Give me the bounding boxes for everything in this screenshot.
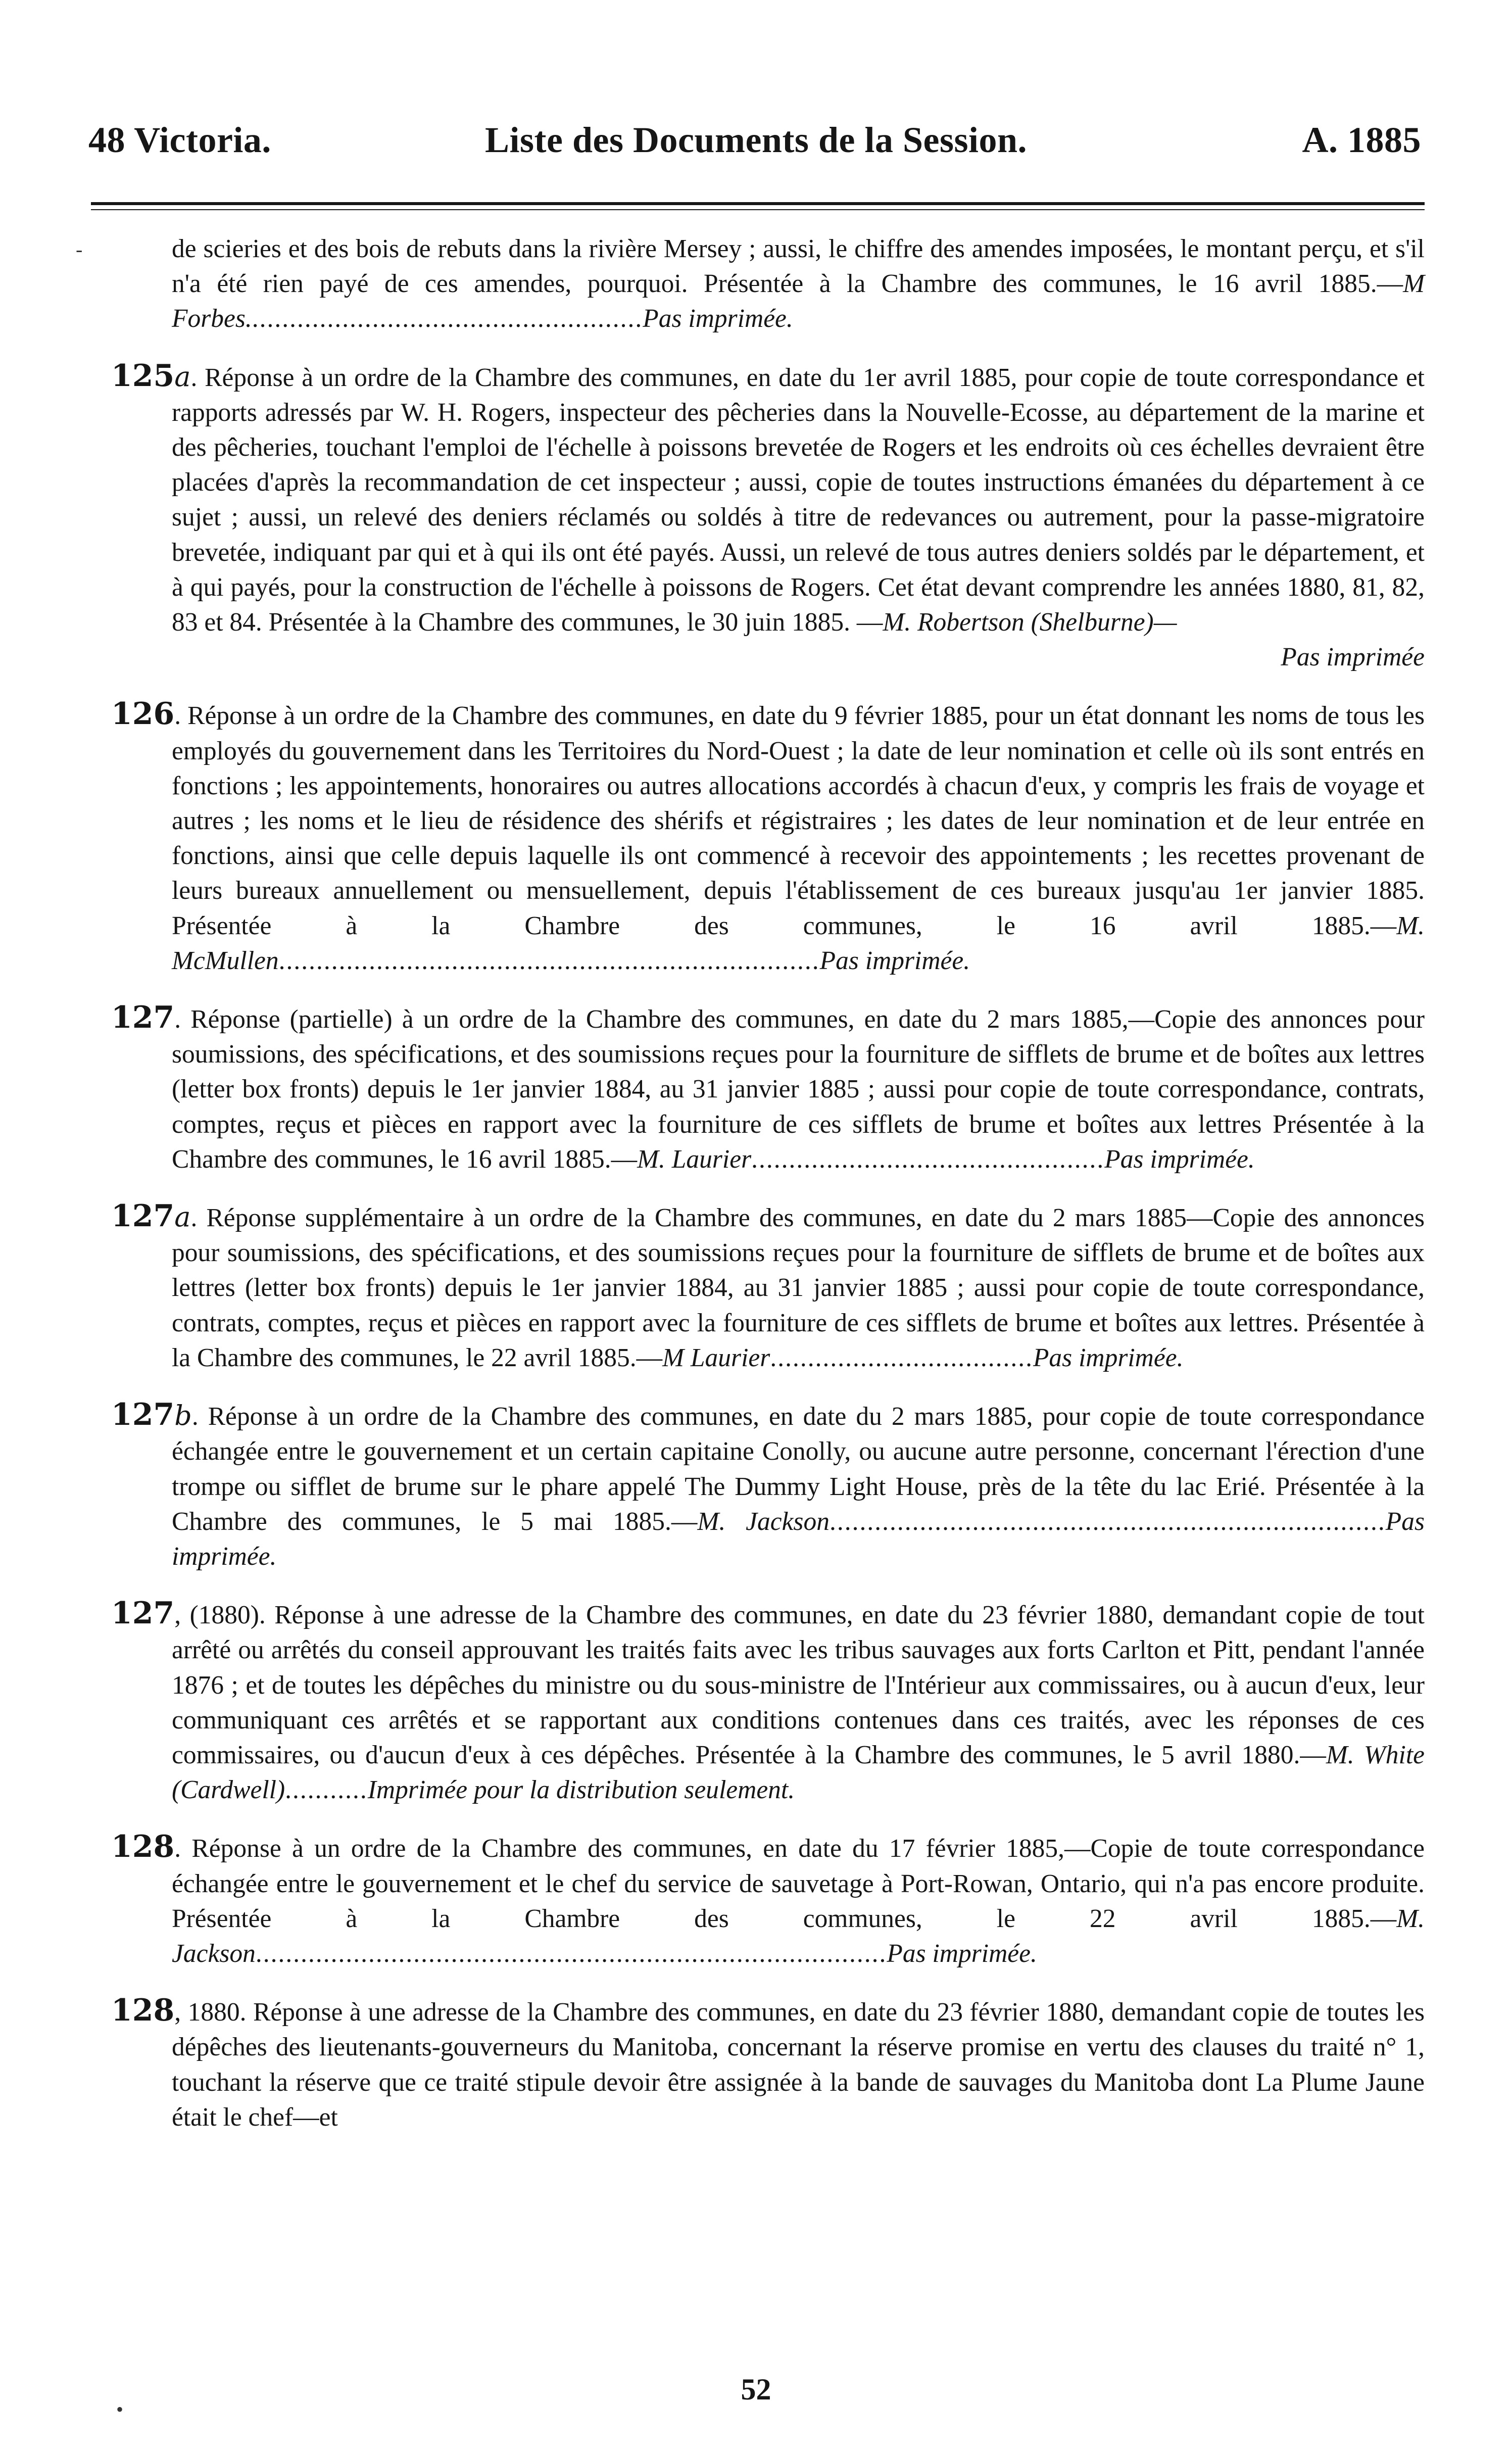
entry-125a: 125a. Réponse à un ordre de la Chambre des communes, en date du 1er avril 1885, pour copie de toute correspondance et rapports adressés par W. H. Rogers, inspecteur des pêcheries dans la Nouvelle-Ecosse, au département de la marine et des pêcheries, touchant l'emploi de l'échelle à poissons brevetée de Rogers et les endroits où ces échelles devraient être placées d'après la recommandation de cet inspecteur ; aussi, copie de toutes instructions émanées du département à ce sujet ; aussi, un relevé des deniers réclamés ou soldés à titre de redevances ou autrement, pour la passe-migratoire brevetée, indiquant par qui et à qui ils ont été payés. Aussi, un relevé de tous autres deniers soldés par le département, et à qui payés, pour la construction de l'échelle à poissons de Rogers. Cet état devant comprendre les années 1880, 81, 82, 83 et 84. Présentée à la Chambre des communes, le 30 juin 1885. —M. Robertson (Shelburne)— Pas imprimée: [111, 359, 1425, 675]
entry-number: 126: [111, 696, 175, 732]
entry-text: Réponse à une adresse de la Chambre des communes, en date du 23 février 1880, demandant copie de tout arrêté ou arrêtés du conseil approuvant les traités faits avec les tribus sauvages aux forts Carlton et Pitt, pendant l'année 1876 ; et de toutes les dépêches du ministre ou du sous-ministre de l'Intérieur aux commissaires, ou à aucun d'eux, leur communiquant ces arrêtés et se rapportant aux conditions contenues dans ces traités, avec les réponses de ces commissaires, ou d'aucun d'eux à ces dépêches. Présentée à la Chambre des communes, le 5 avril 1880.—: [172, 1601, 1425, 1769]
entry-127-1880: [111, 1596, 1425, 1807]
entry-number: 127b: [111, 1397, 192, 1433]
entry-status: Imprimée pour la distribution seulement.: [367, 1775, 795, 1805]
entry-leaders: ..........................................................................: [829, 1507, 1386, 1536]
margin-mark: •: [116, 2398, 124, 2421]
entry-leaders: ....................................................: [252, 304, 643, 333]
entry-leaders: ...........: [285, 1775, 368, 1805]
entry-leaders: ....................................................................................: [255, 1939, 887, 1968]
entry-mover: M. Robertson (Shelburne)—: [883, 608, 1177, 637]
entry-127: 127. Réponse (partielle) à un ordre de la Chambre des communes, en date du 2 mars 1885,—Copie des annonces pour soumissions, des spécifications, et des soumissions reçues pour la fourniture de sifflets de brume et de boîtes aux lettres (letter box fronts) depuis le 1er janvier 1884, au 31 janvier 1885 ; aussi pour copie de toute correspondance, contrats, comptes, reçus et pièces en rapport avec la fourniture de ces sifflets de brume et boîtes aux lettres Présentée à la Chambre des communes, le 16 avril 1885.—M. Laurier...............................................Pas imprimée.: [111, 1000, 1425, 1174]
entry-text: Réponse à un ordre de la Chambre des communes, en date du 2 mars 1885, pour copie de toute correspondance échangée entre le gouvernement et un certain capitaine Conolly, ou aucune autre personne, concernant l'érection d'une trompe ou sifflet de brume sur le phare appelé The Dummy Light House, près de la tête du lac Erié. Présentée à la Chambre des communes, le 5 mai 1885.—: [172, 1402, 1425, 1536]
margin-mark: -: [76, 238, 83, 261]
entry-126: 126. Réponse à un ordre de la Chambre des communes, en date du 9 février 1885, pour un état donnant les noms de tous les employés du gouvernement dans les Territoires du Nord-Ouest ; la date de leur nomination et celle où ils sont entrés en fonctions ; les appointements, honoraires ou autres allocations accordés à chacun d'eux, y compris les frais de voyage et autres ; les noms et le lieu de résidence des shérifs et régistraires ; les dates de leur nomination et de leur entrée en fonctions, ainsi que celle depuis laquelle ils ont commencé à recevoir des appointements ; les recettes provenant de leurs bureaux annuellement ou mensuellement, depuis l'établissement de ces bureaux jusqu'au 1er janvier 1885. Présentée à la Chambre des communes, le 16 avril 1885.—M. McMullen........................................................................Pas imprimée.: [111, 696, 1425, 975]
entry-text: Réponse à un ordre de la Chambre des communes, en date du 17 février 1885,—Copie de toute correspondance échangée entre le gouvernement et le chef du service de sauvetage à Port-Rowan, Ontario, qui n'a pas encore produite. Présentée à la Chambre des communes, le 22 avril 1885.—: [172, 1834, 1425, 1933]
entry-128: 128. Réponse à un ordre de la Chambre des communes, en date du 17 février 1885,—Copie de toute correspondance échangée entre le gouvernement et le chef du service de sauvetage à Port-Rowan, Ontario, qui n'a pas encore produite. Présentée à la Chambre des communes, le 22 avril 1885.—M. Jackson....................................................................................Pas imprimée.: [111, 1829, 1425, 1968]
entry-status: Pas imprimée.: [1033, 1343, 1184, 1372]
entry-text: Réponse à un ordre de la Chambre des communes, en date du 9 février 1885, pour un état donnant les noms de tous les employés du gouvernement dans les Territoires du Nord-Ouest ; la date de leur nomination et celle où ils sont entrés en fonctions ; les appointements, honoraires ou autres allocations accordés à chacun d'eux, y compris les frais de voyage et autres ; les noms et le lieu de résidence des shérifs et régistraires ; les dates de leur nomination et de leur entrée en fonctions, ainsi que celle depuis laquelle ils ont commencé à recevoir des appointements ; les recettes provenant de leurs bureaux annuellement ou mensuellement, depuis l'établissement de ces bureaux jusqu'au 1er janvier 1885. Présentée à la Chambre des communes, le 16 avril 1885.—: [172, 701, 1425, 940]
entry-text: Réponse (partielle) à un ordre de la Chambre des communes, en date du 2 mars 1885,—Copie des annonces pour soumissions, des spécifications, et des soumissions reçues pour la fourniture de sifflets de brume et de boîtes aux lettres (letter box fronts) depuis le 1er janvier 1884, au 31 janvier 1885 ; aussi pour copie de toute correspondance, contrats, comptes, reçus et pièces en rapport avec la fourniture de ces sifflets de brume et boîtes aux lettres Présentée à la Chambre des communes, le 16 avril 1885.—: [172, 1005, 1425, 1174]
entry-mover: M. Laurier: [637, 1144, 752, 1174]
entry-leaders: ...................................: [770, 1343, 1033, 1372]
entry-mover: M. Jackson: [697, 1507, 830, 1536]
entry-mover: M. McMullen: [172, 911, 1425, 975]
entry-number: 127: [111, 1596, 175, 1631]
entry-number: 127a: [111, 1198, 191, 1234]
entry-text: Réponse à une adresse de la Chambre des communes, en date du 23 février 1880, demandant copie de toutes les dépêches des lieutenants-gouverneurs du Manitoba, concernant la réserve promise en vertu des clauses du traité n° 1, touchant la réserve que ce traité stipule devoir être assignée à la bande de sauvages du Manitoba dont La Plume Jaune était le chef—et: [172, 1998, 1425, 2132]
entry-mover: M Laurier: [662, 1343, 770, 1372]
entry-127b: 127b. Réponse à un ordre de la Chambre des communes, en date du 2 mars 1885, pour copie de toute correspondance échangée entre le gouvernement et un certain capitaine Conolly, ou aucune autre personne, concernant l'érection d'une trompe ou sifflet de brume sur le phare appelé The Dummy Light House, près de la tête du lac Erié. Présentée à la Chambre des communes, le 5 mai 1885.—M. Jackson..........................................................................Pas imprimée.: [111, 1397, 1425, 1571]
entry-status: Pas imprimée: [1281, 643, 1425, 672]
header-rule-thin: [91, 209, 1425, 210]
entry-text: Réponse à un ordre de la Chambre des communes, en date du 1er avril 1885, pour copie de toute correspondance et rapports adressés par W. H. Rogers, inspecteur des pêcheries dans la Nouvelle-Ecosse, au département de la marine et des pêcheries, touchant l'emploi de l'échelle à poissons brevetée de Rogers et les endroits où ces échelles devraient être placées d'après la recommandation de cet inspecteur ; aussi, copie de toutes instructions émanées du département à ce sujet ; aussi, un relevé des deniers réclamés ou soldés à titre de redevances ou autrement, pour la passe-migratoire brevetée, indiquant par qui et à qui ils ont été payés. Aussi, un relevé de tous autres deniers soldés par le département, et à qui payés, pour la construction de l'échelle à poissons de Rogers. Cet état devant comprendre les années 1880, 81, 82, 83 et 84. Présentée à la Chambre des communes, le 30 juin 1885. —: [172, 363, 1425, 637]
header-left: 48 Victoria.: [88, 120, 271, 160]
entry-mover: M. Jackson: [172, 1904, 1425, 1968]
entry-list: [111, 231, 1425, 2135]
entry-continuation: [111, 231, 1425, 337]
entry-status: Pas imprimée.: [1104, 1144, 1255, 1174]
entry-text: Réponse supplémentaire à un ordre de la Chambre des communes, en date du 2 mars 1885—Copie des annonces pour soumissions, des spécifications, et des soumissions reçues pour la fourniture de sifflets de brume et de boîtes aux lettres (letter box fronts) depuis le 1er janvier 1884, au 31 janvier 1885 ; aussi pour copie de toute correspondance, contrats, comptes, reçus et pièces en rapport avec la fourniture de ces sifflets de brume et boîtes aux lettres. Présentée à la Chambre des communes, le 22 avril 1885.—: [172, 1204, 1425, 1372]
entry-number: 127: [111, 1000, 175, 1036]
entry-leaders: ........................................................................: [278, 946, 820, 975]
entry-127a: 127a. Réponse supplémentaire à un ordre de la Chambre des communes, en date du 2 mars 1885—Copie des annonces pour soumissions, des spécifications, et des soumissions reçues pour la fourniture de sifflets de brume et de boîtes aux lettres (letter box fronts) depuis le 1er janvier 1884, au 31 janvier 1885 ; aussi pour copie de toute correspondance, contrats, comptes, reçus et pièces en rapport avec la fourniture de ces sifflets de brume et boîtes aux lettres. Présentée à la Chambre des communes, le 22 avril 1885.—M Laurier...................................Pas imprimée.: [111, 1198, 1425, 1372]
entry-status: Pas imprimée.: [819, 946, 970, 975]
entry-mover: M. White (Cardwell): [172, 1740, 1425, 1805]
entry-number: 125a: [111, 358, 191, 394]
entry-status: Pas imprimée.: [643, 304, 793, 333]
header-title: Liste des Documents de la Session.: [484, 120, 1028, 160]
entry-number-suffix: , 1880.: [174, 1998, 247, 2027]
entry-number-suffix: , (1880).: [174, 1601, 266, 1630]
header-right: A. 1885: [1302, 120, 1421, 160]
entry-number: 128: [111, 1829, 175, 1865]
entry-leaders: ...............................................: [751, 1144, 1105, 1174]
entry-mover: M Forbes.: [172, 269, 1425, 333]
entry-status: Pas imprimée.: [887, 1939, 1037, 1968]
entry-128-1880: [111, 1993, 1425, 2135]
entry-text: de scieries et des bois de rebuts dans la rivière Mersey ; aussi, le chiffre des amendes imposées, le montant perçu, et s'il n'a été rien payé de ces amendes, pourquoi. Présentée à la Chambre des communes, le 16 avril 1885.—: [172, 234, 1425, 299]
entry-status: Pas imprimée.: [172, 1507, 1425, 1571]
entry-number: 128: [111, 1993, 175, 2029]
header-rule-thick: [91, 202, 1425, 205]
page-number: 52: [741, 2373, 771, 2406]
